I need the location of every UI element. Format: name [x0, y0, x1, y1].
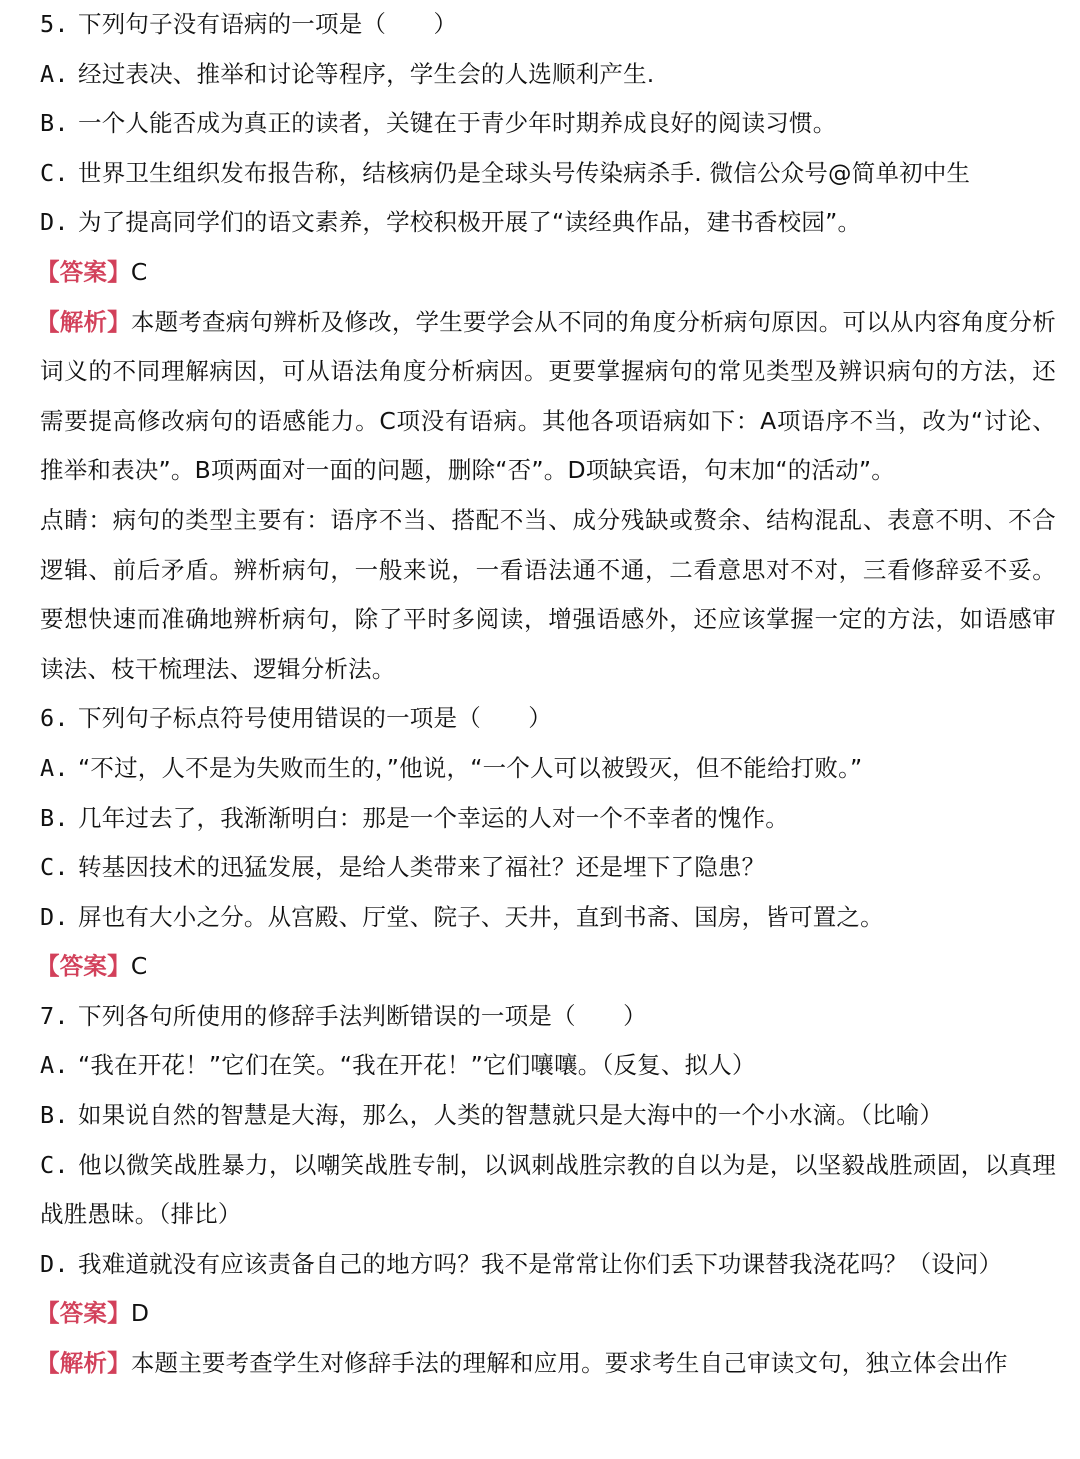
option-d: [40, 1240, 1056, 1290]
option-c: [40, 149, 1056, 199]
option-a: [40, 50, 1056, 100]
option-b: [40, 1091, 1056, 1141]
option-text: “我在开花！”它们在笑。“我在开花！”它们嚷嚷。（反复、拟人）: [78, 1051, 756, 1080]
answer-line: [36, 942, 1056, 992]
answer-value: C: [130, 257, 148, 286]
option-letter: B.: [40, 803, 69, 832]
analysis-tag: 【解析】: [36, 1349, 131, 1378]
analysis-paragraph: [36, 298, 1056, 496]
option-c: [40, 1141, 1056, 1240]
option-c: [40, 843, 1056, 893]
option-letter: C.: [40, 158, 69, 187]
question-stem-text: 下列句子没有语病的一项是（ ）: [78, 10, 458, 38]
question-5-stem: [40, 0, 1056, 50]
option-text: 经过表决、推举和讨论等程序，学生会的人选顺利产生.: [78, 59, 655, 88]
option-letter: C.: [40, 1150, 69, 1179]
answer-tag: 【答案】: [36, 1299, 131, 1328]
option-letter: D.: [40, 902, 69, 931]
option-a: [40, 1041, 1056, 1091]
question-7-stem: [40, 992, 1056, 1042]
option-text: 几年过去了，我渐渐明白：那是一个幸运的人对一个不幸者的愧作。: [78, 803, 789, 832]
option-text: 我难道就没有应该责备自己的地方吗？我不是常常让你们丢下功课替我浇花吗？（设问）: [78, 1249, 1003, 1278]
option-letter: D.: [40, 1249, 69, 1278]
option-letter: B.: [40, 1101, 69, 1130]
answer-line: [36, 1289, 1056, 1339]
option-text: 屏也有大小之分。从宫殿、厅堂、院子、天井，直到书斋、国房，皆可置之。: [78, 902, 884, 931]
option-text: “不过，人不是为失败而生的，”他说，“一个人可以被毁灭，但不能给打败。”: [78, 753, 863, 782]
option-letter: A.: [40, 753, 69, 782]
option-text: 世界卫生组织发布报告称，结核病仍是全球头号传染病杀手. 微信公众号@简单初中生: [78, 158, 971, 187]
option-text: 一个人能否成为真正的读者，关键在于青少年时期养成良好的阅读习惯。: [78, 109, 837, 138]
answer-value: C: [130, 952, 148, 981]
option-letter: D.: [40, 208, 69, 237]
option-d: [40, 198, 1056, 248]
tip-paragraph: 点睛：病句的类型主要有：语序不当、搭配不当、成分残缺或赘余、结构混乱、表意不明、不合逻辑、前后矛盾。辨析病句，一般来说，一看语法通不通，二看意思对不对，三看修辞妥不妥。要想快速而准确地辨析病句，除了平时多阅读，增强语感外，还应该掌握一定的方法，如语感审读法、枝干梳理法、逻辑分析法。: [40, 505, 1056, 683]
question-number: 7.: [40, 1001, 69, 1030]
question-stem-text: 下列句子标点符号使用错误的一项是（ ）: [78, 704, 552, 733]
document-page: [36, 0, 1056, 1389]
question-stem-text: 下列各句所使用的修辞手法判断错误的一项是（ ）: [78, 1001, 647, 1030]
analysis-text: 本题考查病句辨析及修改，学生要学会从不同的角度分析病句原因。可以从内容角度分析词义的不同理解病因，可从语法角度分析病因。更要掌握病句的常见类型及辨识病句的方法，还需要提高修改病句的语感能力。C项没有语病。其他各项语病如下：A项语序不当，改为“讨论、推举和表决”。B项两面对一面的问题，删除“否”。D项缺宾语，句末加“的活动”。: [40, 307, 1056, 485]
option-letter: B.: [40, 109, 69, 138]
option-letter: A.: [40, 1051, 69, 1080]
answer-tag: 【答案】: [36, 952, 131, 981]
option-text: 他以微笑战胜暴力，以嘲笑战胜专制，以讽刺战胜宗教的自以为是，以坚毅战胜顽固，以真理战胜愚昧。（排比）: [40, 1150, 1056, 1229]
option-text: 转基因技术的迅猛发展，是给人类带来了福社？还是埋下了隐患？: [78, 853, 766, 882]
option-letter: A.: [40, 59, 69, 88]
question-6-stem: [40, 694, 1056, 744]
option-a: [40, 744, 1056, 794]
answer-line: [36, 248, 1056, 298]
analysis-text: 本题主要考查学生对修辞手法的理解和应用。要求考生自己审读文句，独立体会出作: [130, 1349, 1008, 1378]
option-b: [40, 99, 1056, 149]
option-letter: C.: [40, 853, 69, 882]
option-text: 为了提高同学们的语文素养，学校积极开展了“读经典作品，建书香校园”。: [78, 208, 862, 237]
answer-value: D: [130, 1299, 150, 1328]
question-number: 6.: [40, 704, 69, 733]
answer-tag: 【答案】: [36, 257, 131, 286]
question-number: 5.: [40, 10, 69, 38]
analysis-paragraph: [36, 1339, 1056, 1389]
option-b: [40, 794, 1056, 844]
option-text: 如果说自然的智慧是大海，那么，人类的智慧就只是大海中的一个小水滴。（比喻）: [78, 1101, 944, 1130]
analysis-tag: 【解析】: [36, 307, 131, 336]
option-d: [40, 893, 1056, 943]
